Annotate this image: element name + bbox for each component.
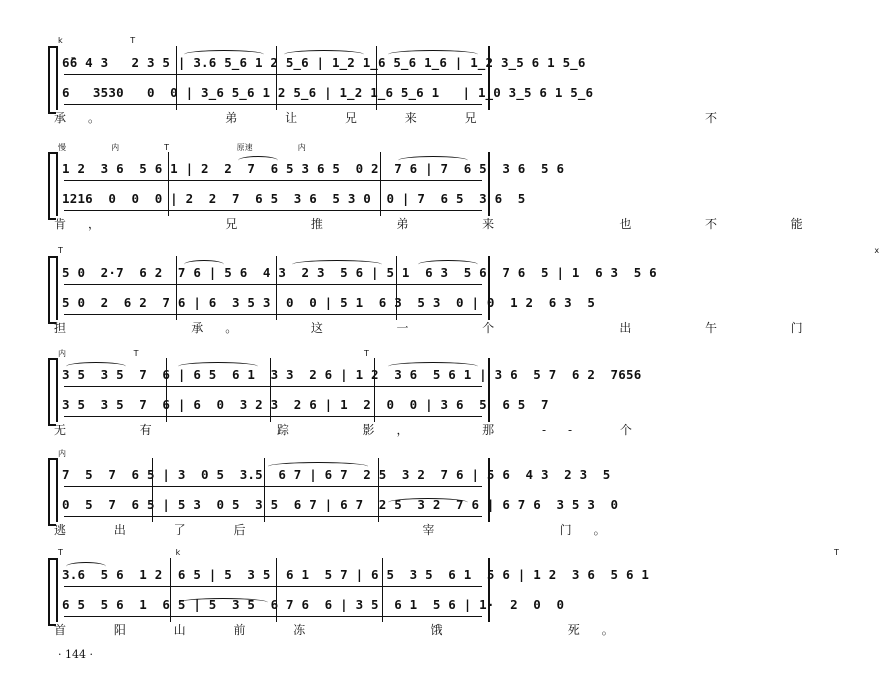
score-system-4 [54,349,654,437]
beam-line [64,180,482,181]
performance-marks: 内 [58,449,66,458]
barline [56,558,58,622]
performance-marks: T x [58,246,879,255]
performance-marks: T k T [58,548,839,557]
beam-line [64,314,482,315]
barline [56,152,58,216]
melody-staff: 3.6 5 6 1 2 6 5 | 5 3 5 6 1 5 7 | 6 5 3 5 6 1 5 6 | 1 2 3 6 5 6 1 [62,567,650,582]
lyrics-line: 担 承。 这 一 个 出 午 门 [54,321,825,335]
system-brace [48,152,56,220]
beam-line [64,416,482,417]
beam-line [64,386,482,387]
beam-line [64,616,482,617]
system-brace [48,458,56,526]
melody-staff: 7 5 7 6 5 | 3 0 5 3.5 6 7 | 6 7 2 5 3 2 7 6 | 5 6 4 3 2 3 5 [62,467,611,482]
accompaniment-staff: 6 5 5 6 1 6 5 | 5 3 5 6 7 6 6 | 3 5 6 1 5 6 | 1· 2 0 0 [62,597,565,612]
system-brace [48,256,56,324]
melody-staff: 6̄6 4 3 2 3 5 | 3.6 5̲6 1 2 5̲6 | 1̲2 1̲6 5̲6 1̲6 | 1̲2 3̲5 6 1 5̲6 [62,55,586,70]
melody-staff: 1 2 3 6 5 6 1 | 2 2 7 6 5 3 6 5 0 2 7 6 | 7 6 5 3 6 5 6 [62,161,565,176]
system-brace [48,46,56,114]
accompaniment-staff: 5 0 2 6 2 7 6 | 6 3 5 3 0 0 | 5 1 6 3 5 3 0 | 0 1 2 6 3 5 [62,295,596,310]
performance-marks: 内 T T [58,349,369,358]
beam-line [64,104,482,105]
lyrics-line: 肯， 兄 推 弟 来 也 不 能 [54,217,825,231]
beam-line [64,586,482,587]
lyrics-line: 无 有 踪 影， 那 -- 个 [54,423,654,437]
melody-staff: 5 0 2·7 6 2 7 6 | 5 6 4 3 2 3 5 6 | 5 1 6 3 5 6 7 6 5 | 1 6 3 5 6 [62,265,657,280]
score-system-6 [54,548,839,637]
beam-line [64,516,482,517]
accompaniment-staff: 6 3530 0 0 | 3̲6 5̲6 1 2 5̲6 | 1̲2 1̲6 5̲6 1 | 1̲0 3̲5 6 1 5̲6 [62,85,594,100]
performance-marks: 慢 内 T 原速 内 [58,143,306,152]
beam-line [64,284,482,285]
system-brace [48,358,56,426]
melody-staff: 3 5 3 5 7 6 | 6 5 6 1 3 3 2 6 | 1 2 3 6 5 6 1 | 3 6 5 7 6 2 7656 [62,367,642,382]
barline [56,458,58,522]
accompaniment-staff: 1216 0 0 0 | 2 2 7 6 5 3 6 5 3 0 0 | 7 6 5 3 6 5 [62,191,526,206]
score-system-5 [54,449,628,537]
beam-line [64,74,482,75]
barline [56,46,58,110]
barline [56,358,58,422]
beam-line [64,210,482,211]
accompaniment-staff: 0 5 7 6 5 | 5 3 0 5 3 5 6 7 | 6 7 2 5 3 2 7 6 | 6 7 6 3 5 3 0 [62,497,619,512]
lyrics-line: 逃 出 了 后 宰 门。 [54,523,628,537]
system-brace [48,558,56,626]
score-system-2 [54,143,825,231]
lyrics-line: 承。 弟 让 兄 来 兄 不 [54,111,740,125]
performance-marks: k T [58,36,136,45]
score-system-1 [54,36,740,125]
page-number: · 144 · [58,648,93,661]
beam-line [64,486,482,487]
lyrics-line: 首 阳 山 前 冻 饿 死。 [54,623,636,637]
barline [56,256,58,320]
score-system-3 [54,246,879,335]
accompaniment-staff: 3 5 3 5 7 6 | 6 0 3 2 3 2 6 | 1 2 0 0 | 3 6 5 6 5 7 [62,397,549,412]
